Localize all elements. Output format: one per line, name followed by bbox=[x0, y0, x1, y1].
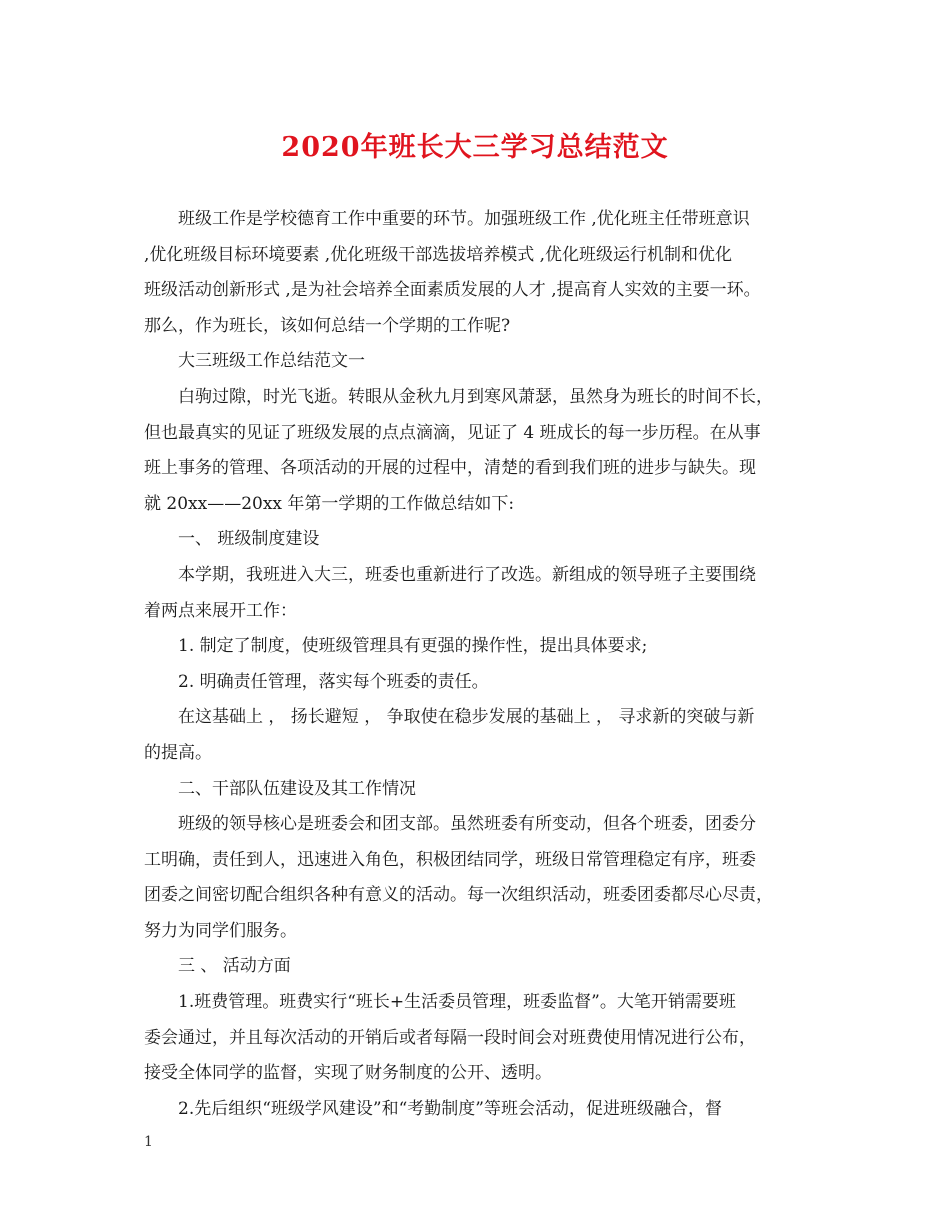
document-title: 2020年班长大三学习总结范文 bbox=[281, 132, 669, 163]
text-line: ,优化班级目标环境要素 ,优化班级干部选拔培养模式 ,优化班级运行机制和优化 bbox=[144, 244, 733, 265]
text-line: 2.先后组织“班级学风建设”和“考勤制度”等班会活动，促进班级融合，督 bbox=[178, 1098, 722, 1119]
text-line: 工明确，责任到人，迅速进入角色，积极团结同学，班级日常管理稳定有序，班委 bbox=[144, 849, 756, 870]
text-line: 二、干部队伍建设及其工作情况 bbox=[178, 778, 416, 799]
text-line: 一、 班级制度建设 bbox=[178, 529, 320, 550]
list-item bbox=[144, 629, 824, 665]
section-heading bbox=[144, 522, 824, 558]
text-line: 班级活动创新形式 ,是为社会培养全面素质发展的人才 ,提高育人实效的主要一环。 bbox=[144, 280, 761, 301]
text-line: 努力为同学们服务。 bbox=[144, 920, 297, 941]
paragraph bbox=[144, 807, 824, 949]
text-line: 1. 制定了制度，使班级管理具有更强的操作性，提出具体要求; bbox=[178, 636, 648, 657]
text-line: 团委之间密切配合组织各种有意义的活动。每一次组织活动，班委团委都尽心尽责， bbox=[144, 885, 773, 906]
text-line: 1.班费管理。班费实行“班长+生活委员管理，班委监督”。大笔开销需要班 bbox=[178, 992, 736, 1013]
text-line: 的提高。 bbox=[144, 742, 212, 763]
text-line: 班级工作是学校德育工作中重要的环节。加强班级工作 ,优化班主任带班意识 bbox=[178, 209, 750, 229]
section-heading bbox=[144, 344, 824, 380]
text-line: 本学期，我班进入大三，班委也重新进行了改选。新组成的领导班子主要围绕 bbox=[178, 564, 756, 585]
page-number: 1 bbox=[144, 1134, 153, 1150]
text-line: 在这基础上 ， 扬长避短 ， 争取使在稳步发展的基础上 ， 寻求新的突破与新 bbox=[178, 707, 755, 728]
text-line: 委会通过，并且每次活动的开销后或者每隔一段时间会对班费使用情况进行公布， bbox=[144, 1027, 756, 1048]
text-line: 班级的领导核心是班委会和团支部。虽然班委有所变动，但各个班委，团委分 bbox=[178, 814, 756, 835]
paragraph bbox=[144, 700, 824, 771]
text-line: 三 、 活动方面 bbox=[178, 956, 291, 977]
paragraph bbox=[144, 380, 824, 522]
text-line: 2. 明确责任管理，落实每个班委的责任。 bbox=[178, 671, 489, 692]
paragraph bbox=[144, 1092, 824, 1128]
paragraph bbox=[144, 202, 824, 344]
text-line: 大三班级工作总结范文一 bbox=[178, 351, 365, 372]
text-line: 着两点来展开工作： bbox=[144, 600, 297, 621]
paragraph bbox=[144, 985, 824, 1092]
text-line: 接受全体同学的监督，实现了财务制度的公开、透明。 bbox=[144, 1063, 552, 1084]
text-line: 但也最真实的见证了班级发展的点点滴滴，见证了 4 班成长的每一步历程。在从事 bbox=[144, 422, 761, 443]
document-body bbox=[144, 202, 824, 1127]
text-line: 那么，作为班长，该如何总结一个学期的工作呢? bbox=[144, 315, 511, 336]
text-line: 白驹过隙，时光飞逝。转眼从金秋九月到寒风萧瑟，虽然身为班长的时间不长， bbox=[178, 386, 773, 407]
list-item bbox=[144, 665, 824, 701]
text-line: 班上事务的管理、各项活动的开展的过程中，清楚的看到我们班的进步与缺失。现 bbox=[144, 458, 756, 479]
section-heading bbox=[144, 949, 824, 985]
paragraph bbox=[144, 558, 824, 629]
section-heading bbox=[144, 772, 824, 808]
text-line: 就 20xx——20xx 年第一学期的工作做总结如下: bbox=[144, 493, 515, 514]
